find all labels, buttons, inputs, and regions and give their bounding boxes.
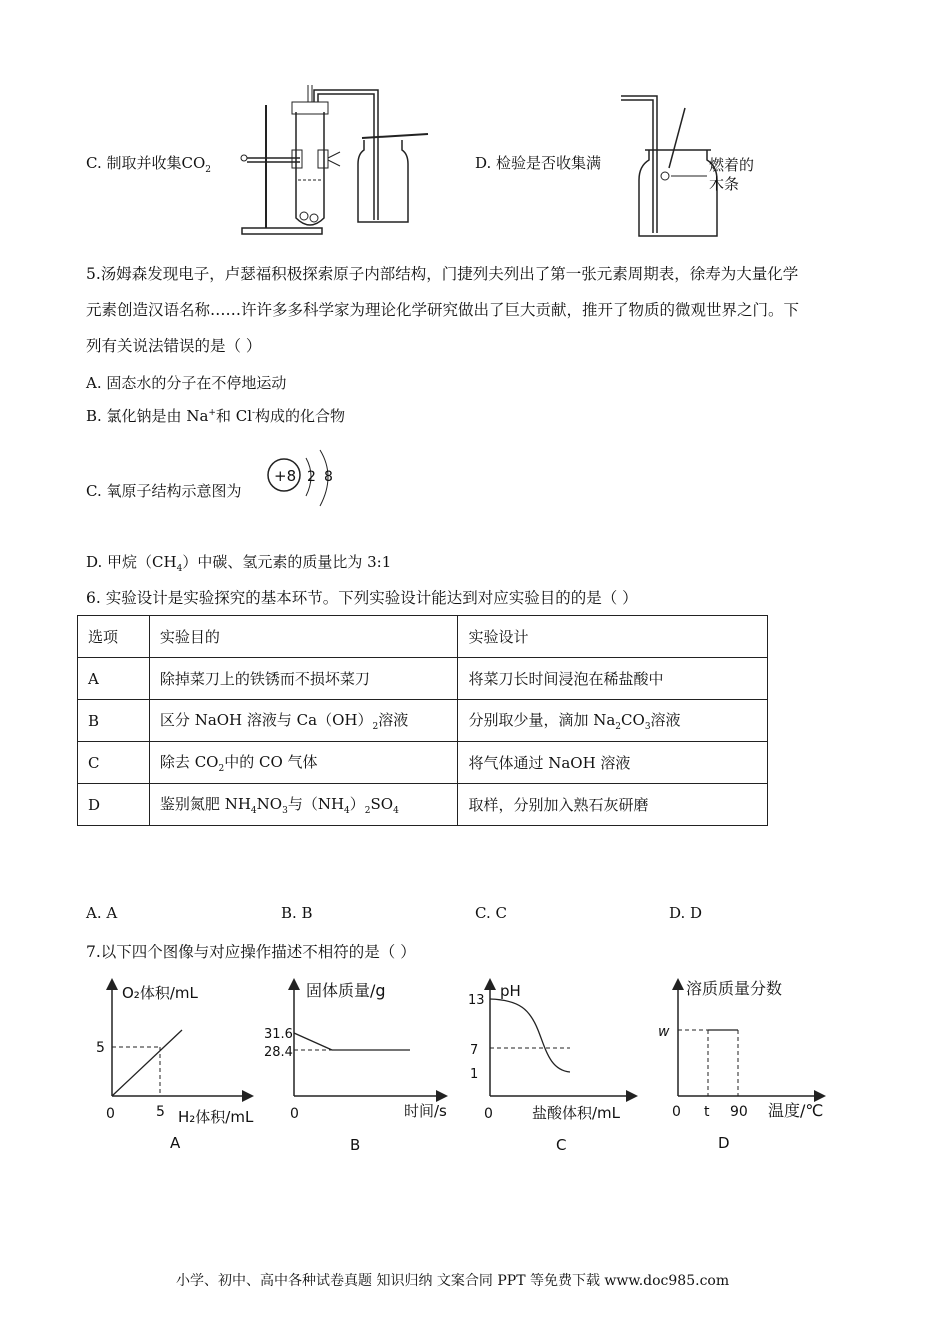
table-cell-design: 取样，分别加入熟石灰研磨 xyxy=(458,784,768,826)
table-row xyxy=(78,658,768,700)
graph-b-ytick-lo: 28.4 xyxy=(264,1045,293,1060)
graph-b-ylabel: 固体质量/g xyxy=(306,981,386,1000)
q5-option-a: A. 固态水的分子在不停地运动 xyxy=(86,374,287,392)
q5-option-d-pre: D. 甲烷（CH xyxy=(86,553,177,571)
q5-option-b xyxy=(86,405,345,426)
graph-c-caption: C xyxy=(556,1136,567,1154)
graph-c-ylabel: pH xyxy=(500,982,521,1000)
q5-option-c: C. 氧原子结构示意图为 xyxy=(86,482,242,500)
table-cell-option: A xyxy=(78,658,150,700)
graph-a-ylabel: O₂体积/mL xyxy=(122,984,198,1002)
goal-mid: ） xyxy=(349,795,365,813)
co2-apparatus-diagram xyxy=(232,80,432,242)
q7-stem: 7.以下四个图像与对应操作描述不相符的是（ ） xyxy=(86,943,416,961)
q5-option-d xyxy=(86,551,391,574)
graph-a-xtick: 5 xyxy=(156,1104,165,1120)
q5-option-d-post: ）中碳、氢元素的质量比为 3:1 xyxy=(182,553,392,571)
design-post: 溶液 xyxy=(650,711,681,729)
goal-pre: 鉴别氮肥 NH xyxy=(159,795,251,813)
graph-d-ytick: w xyxy=(658,1024,670,1040)
table-header-row xyxy=(78,616,768,658)
goal-sub: 2 xyxy=(372,722,379,732)
atom-shell1-label: 2 xyxy=(307,469,316,485)
graph-a-caption: A xyxy=(170,1134,181,1152)
oxygen-atom-diagram xyxy=(262,448,342,518)
graph-b xyxy=(262,970,462,1160)
goal-sub: 4 xyxy=(250,806,257,816)
atom-shell2-label: 8 xyxy=(324,469,333,485)
graph-b-ytick-hi: 31.6 xyxy=(264,1027,293,1042)
goal-sub: 4 xyxy=(393,806,399,816)
table-cell-option: B xyxy=(78,700,150,742)
q6-choice-d: D. D xyxy=(669,904,703,922)
goal-mid: SO xyxy=(370,795,394,813)
q4-option-c xyxy=(86,152,211,175)
table-cell-design xyxy=(458,700,768,742)
graph-c-xlabel: 盐酸体积/mL xyxy=(532,1104,621,1122)
graph-a xyxy=(92,970,267,1160)
table-row xyxy=(78,700,768,742)
wood-test-diagram xyxy=(615,88,765,238)
goal-sub: 2 xyxy=(364,806,371,816)
design-sub2: 3 xyxy=(644,722,651,732)
q6-choice-a: A. A xyxy=(86,904,118,922)
graph-d-ylabel: 溶质质量分数 xyxy=(686,979,783,998)
graph-c-ytick-mid: 7 xyxy=(470,1043,479,1058)
q5-option-b-sup2: - xyxy=(252,408,256,418)
q5-option-b-pre: B. 氯化钠是由 Na xyxy=(86,407,209,425)
table-cell-design: 将气体通过 NaOH 溶液 xyxy=(458,742,768,784)
q6-choice-c: C. C xyxy=(475,904,507,922)
q5-option-b-sup1: + xyxy=(208,408,216,418)
table-cell-goal xyxy=(149,742,458,784)
q6-stem: 6. 实验设计是实验探究的基本环节。下列实验设计能达到对应实验目的的是（ ） xyxy=(86,589,638,607)
goal-pre: 区分 NaOH 溶液与 Ca（OH） xyxy=(159,711,373,729)
q4-option-d: D. 检验是否收集满 xyxy=(475,154,602,172)
graph-a-ytick: 5 xyxy=(96,1040,105,1056)
table-cell-option: C xyxy=(78,742,150,784)
q5-option-b-post: 构成的化合物 xyxy=(255,407,346,425)
table-header-cell: 实验设计 xyxy=(458,616,768,658)
table-cell-option: D xyxy=(78,784,150,826)
graph-d-caption: D xyxy=(718,1134,730,1152)
graph-b-origin: 0 xyxy=(290,1106,299,1122)
design-sub1: 2 xyxy=(615,722,622,732)
table-cell-goal: 除掉菜刀上的铁锈而不损坏菜刀 xyxy=(149,658,458,700)
goal-pre: 除去 CO xyxy=(159,753,219,771)
graph-c xyxy=(460,970,645,1160)
table-header-cell: 选项 xyxy=(78,616,150,658)
graph-d-xtick-2: 90 xyxy=(730,1104,748,1120)
q6-experiment-table xyxy=(77,615,768,826)
goal-post: 中的 CO 气体 xyxy=(224,753,318,771)
graph-d xyxy=(648,970,833,1160)
goal-sub: 2 xyxy=(218,764,225,774)
atom-nucleus-label: +8 xyxy=(274,467,297,485)
goal-mid: 与（NH xyxy=(287,795,345,813)
q5-option-b-mid: 和 Cl xyxy=(215,407,252,425)
table-header-cell: 实验目的 xyxy=(149,616,458,658)
graph-a-xlabel: H₂体积/mL xyxy=(178,1108,254,1126)
graph-c-ytick-lo: 1 xyxy=(470,1067,479,1082)
table-cell-goal xyxy=(149,700,458,742)
graph-d-origin: 0 xyxy=(672,1104,681,1120)
graph-c-origin: 0 xyxy=(484,1106,493,1122)
graph-b-caption: B xyxy=(350,1136,361,1154)
q5-stem-line1: 5.汤姆森发现电子，卢瑟福积极探索原子内部结构，门捷列夫列出了第一张元素周期表，徐寿为大量化学 xyxy=(86,265,799,283)
goal-mid: NO xyxy=(256,795,283,813)
graph-d-xlabel: 温度/℃ xyxy=(768,1101,824,1120)
graph-b-xlabel: 时间/s xyxy=(404,1102,447,1120)
goal-sub: 3 xyxy=(282,806,288,816)
q4-option-c-sub: 2 xyxy=(205,165,211,175)
design-mid: CO xyxy=(621,711,645,729)
design-pre: 分别取少量，滴加 Na xyxy=(468,711,616,729)
table-cell-design: 将菜刀长时间浸泡在稀盐酸中 xyxy=(458,658,768,700)
goal-post: 溶液 xyxy=(378,711,409,729)
table-row xyxy=(78,742,768,784)
q5-stem-line3: 列有关说法错误的是（ ） xyxy=(86,337,262,355)
graph-a-origin: 0 xyxy=(106,1106,115,1122)
q6-choice-b: B. B xyxy=(281,904,313,922)
page-footer: 小学、初中、高中各种试卷真题 知识归纳 文案合同 PPT 等免费下载 www.doc985.com xyxy=(176,1273,730,1289)
goal-sub: 4 xyxy=(344,806,350,816)
wood-label-line2: 木条 xyxy=(709,175,740,193)
graph-c-ytick-hi: 13 xyxy=(468,993,485,1008)
table-row xyxy=(78,784,768,826)
q5-option-d-sub: 4 xyxy=(176,564,183,574)
table-cell-goal xyxy=(149,784,458,826)
wood-label-line1: 燃着的 xyxy=(709,156,755,174)
q5-stem-line2: 元素创造汉语名称……许许多多科学家为理论化学研究做出了巨大贡献，推开了物质的微观世界之门。下 xyxy=(86,301,800,319)
q4-option-c-text: C. 制取并收集CO xyxy=(86,154,206,172)
graph-d-xtick-1: t xyxy=(704,1104,710,1120)
